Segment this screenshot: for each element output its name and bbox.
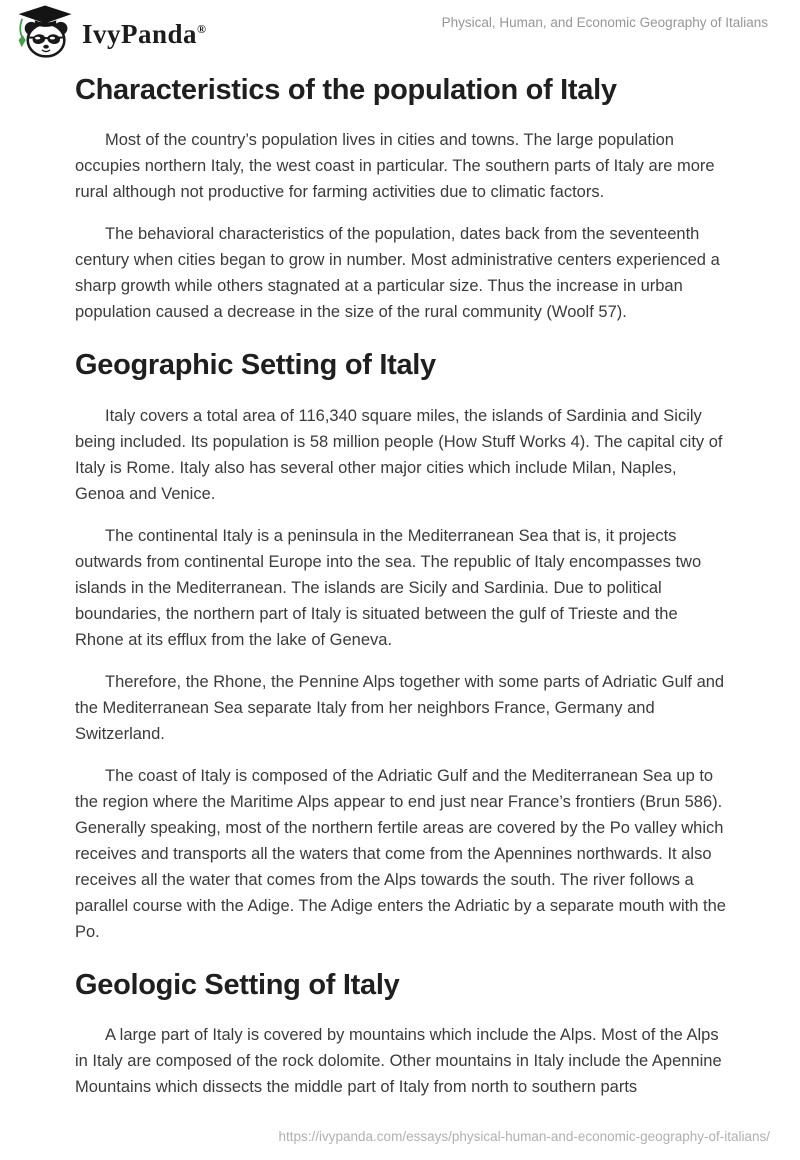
ivypanda-logo-icon xyxy=(14,5,72,60)
page-header xyxy=(0,0,800,60)
brand-text: IvyPanda xyxy=(82,19,198,49)
document-title: Physical, Human, and Economic Geography of Italians xyxy=(441,15,768,30)
section-heading-geologic: Geologic Setting of Italy xyxy=(75,968,400,1001)
section-heading-characteristics: Characteristics of the population of Italy xyxy=(75,74,617,106)
essay-content xyxy=(75,74,727,1100)
essay-paragraph: The behavioral characteristics of the population, dates back from the seventeenth century when cities began to grow in number. Most administrative centers experienced a sharp growth while others stagnated at a particular size. Thus the increase in urban population caused a decrease in the size of the rural community (Woolf 57). xyxy=(75,225,720,322)
essay-paragraph: The continental Italy is a peninsula in the Mediterranean Sea that is, it projects outwards from continental Europe into the sea. The republic of Italy encompasses two islands in the Mediterranean. The islands are Sicily and Sardinia. Due to political boundaries, the northern part of Italy is situated between the gulf of Trieste and the Rhone at its efflux from the lake of Geneva. xyxy=(75,526,702,649)
essay-paragraph: Italy covers a total area of 116,340 square miles, the islands of Sardinia and Sicily being included. Its population is 58 million people (How Stuff Works 4). The capital city of Italy is Rome. Italy also has several other major cities which include Milan, Naples, Genoa and Venice. xyxy=(75,406,723,503)
section-heading-geographic: Geographic Setting of Italy xyxy=(75,349,436,382)
essay-paragraph: A large part of Italy is covered by mountains which include the Alps. Most of the Alps in Italy are composed of the rock dolomite. Other mountains in Italy include the Apennine Mountains which dissects the middle part of Italy from north to southern parts xyxy=(75,1026,722,1097)
brand[interactable] xyxy=(14,2,207,62)
brand-name xyxy=(82,2,207,62)
essay-paragraph: The coast of Italy is composed of the Adriatic Gulf and the Mediterranean Sea up to the region where the Maritime Alps appear to end just near France’s frontiers (Brun 586). Generally speaking, most of the northern fertile areas are covered by the Po valley which receives and transports all the waters that come from the Apennines northwards. It also receives all the water that comes from the Alps towards the south. The river follows a parallel course with the Adige. The Adige enters the Adriatic by a separate mouth with the Po. xyxy=(75,766,726,941)
essay-paragraph: Most of the country’s population lives in cities and towns. The large population occupies northern Italy, the west coast in particular. The southern parts of Italy are more rural although not productive for farming activities due to climatic factors. xyxy=(75,131,715,202)
page-footer xyxy=(279,1128,771,1146)
source-url-link[interactable]: https://ivypanda.com/essays/physical-human-and-economic-geography-of-italians/ xyxy=(278,1129,770,1144)
registered-mark: ® xyxy=(197,22,207,36)
essay-paragraph: Therefore, the Rhone, the Pennine Alps together with some parts of Adriatic Gulf and the Mediterranean Sea separate Italy from her neighbors France, Germany and Switzerland. xyxy=(75,672,725,743)
